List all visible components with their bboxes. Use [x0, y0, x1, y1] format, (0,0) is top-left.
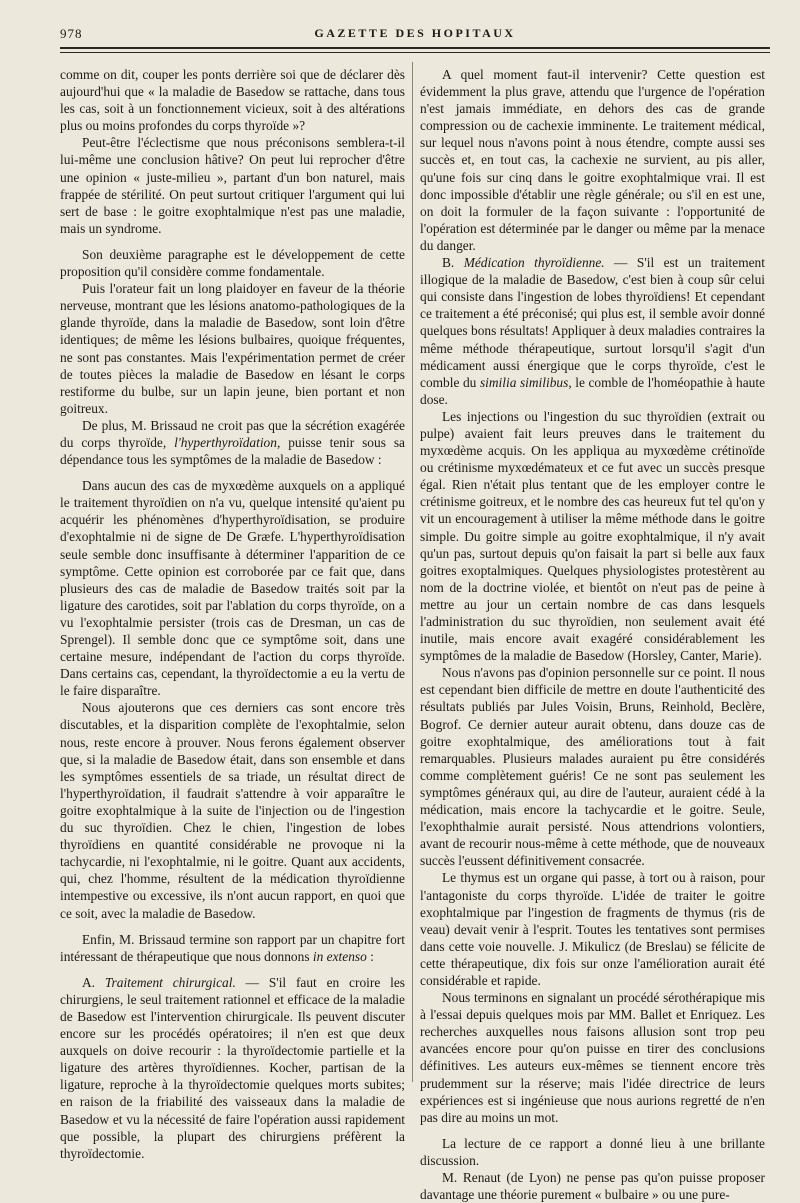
header-rule-thin [60, 52, 770, 53]
italic-term: l'hyperthyroïdation [174, 434, 277, 450]
paragraph: A quel moment faut-il intervenir? Cette question est évidemment la plus grave, attendu que l'urgence de l'opération n'est jamais immédiate, en dehors des cas de grande compression ou de cachexie imminente. Le traitement médical, sur lequel nous n'avons point à nous étendre, compte aussi ses succès et, en tout cas, la cachexie ne survient, au pis aller, qu'une fois sur cinq dans le goitre exophtalmique vrai. Il est donc impossible d'établir une règle générale; ou s'il en est une, on doit la formuler de la façon suivante : l'opportunité de l'opération est déterminée par le danger ou même par la menace du danger. [420, 67, 765, 253]
section-heading: Médication thyroïdienne. [463, 255, 605, 271]
right-column [420, 66, 765, 1203]
page-header [60, 26, 770, 48]
text-run: — S'il est un traitement illogique de la maladie de Basedow, c'est bien à coup sûr celui qui consiste dans l'ingestion de lobes thyroïdiens! Et cependant ce traitement a été préconisé; qui plus est, il semble avoir donné quelques bons résultats! Appliquer à deux maladies contraires la même méthode thérapeutique, surtout lorsqu'il s'agit d'un médicament aussi énergique que le corps thyroïde, c'est le comble du [420, 255, 765, 390]
paragraph: Nous terminons en signalant un procédé sérothérapique mis à l'essai depuis quelques mois par MM. Ballet et Enriquez. Les recherches auxquelles nous faisons allusion sont trop peu avancées encore pour qu'on puisse en tirer des conclusions définitives. Les auteurs eux-mêmes se tiennent encore très prudemment sur la réserve; mais l'idée directrice de leurs expériences est si ingénieuse que nous aurions regretté de n'en pas dire au moins un mot. [420, 990, 765, 1125]
header-rule-thick [60, 47, 770, 49]
paragraph [420, 254, 765, 408]
paragraph: Son deuxième paragraphe est le développement de cette proposition qu'il considère comme fondamentale. [60, 246, 405, 280]
paragraph: comme on dit, couper les ponts derrière soi que de déclarer dès aujourd'hui que « la maladie de Basedow se rattache, dans tous les cas, soit à un fonctionnement vicieux, soit à des altérations plus ou moins profondes du corps thyroïde »? [60, 67, 405, 134]
text-run: B. [442, 255, 464, 271]
paragraph: M. Renaut (de Lyon) ne pense pas qu'on puisse proposer davantage une théorie purement « bulbaire » ou une pure- [420, 1170, 765, 1203]
paragraph: Le thymus est un organe qui passe, à tort ou à raison, pour l'antagoniste du corps thyroïde. L'idée de traiter le goitre exophtalmique par l'ingestion de fragments de thymus (ris de veau) devait venir à l'esprit. Toutes les tentatives sont permises dans cette voie nouvelle. J. Mikulicz (de Breslau) se félicite de cette thérapeutique, dix fois sur onze l'amélioration aurait été considérable et rapide. [420, 870, 765, 988]
italic-term: similia similibus [479, 374, 569, 390]
text-run: , le comble de l'homéopathie à haute dose. [420, 374, 766, 407]
paragraph: Nous n'avons pas d'opinion personnelle sur ce point. Il nous est cependant bien difficile de mettre en doute l'authenticité des résultats publiés par Jules Voisin, Bruns, Reinhold, Beclère, Bogrof. Ce dernier auteur aurait obtenu, dans douze cas de goitre exophtalmique, des améliorations tout à fait remarquables. Plusieurs malades auraient pu être considérés comme complètement guéris! Ce ne sont pas seulement les symptômes généraux qui, au dire de l'auteur, auraient cédé à la médication, mais encore la tachycardie et le goitre. Seule, l'exophthalmie aurait persisté. Nous attendrions volontiers, avant de recourir nous-même à cette méthode, que de nouveaux succès l'eussent définitivement consacrée. [420, 665, 765, 869]
left-column [60, 66, 405, 1162]
paragraph [60, 974, 405, 1162]
paragraph: Peut-être l'éclectisme que nous préconisons semblera-t-il lui-même une conclusion hâtive? On peut lui reprocher d'être une opinion « juste-milieu », partant d'un bon naturel, mais frappée de stérilité. On peut surtout critiquer l'argument qui lui sert de base : le goitre exophtalmique n'est pas une maladie, mais un syndrome. [60, 135, 405, 236]
quoted-paragraph: Dans aucun des cas de myxœdème auxquels on a appliqué le traitement thyroïdien on n'a vu, quelque intensité qu'aient pu acquérir les phénomènes d'hyperthyroïdisation, se produire d'exophtalmie ni de signe de De Græfe. L'hyperthyroïdisation seule semble donc insuffisante à déterminer l'apparition de ce symptôme. Cette opinion est corroborée par ce fait que, dans plusieurs des cas de maladie de Basedow traités soit par la ligature des carotides, soit par l'ablation du corps thyroïde, on a vu l'exophtalmie persister (trois cas de Dresman, un cas de Sprengel). Il semble donc que ce symptôme soit, dans une certaine mesure, indépendant de l'action du corps thyroïde. Dans certains cas, cependant, la thyroïdectomie a eu la vertu de le faire disparaître. [60, 478, 405, 699]
page-number: 978 [60, 26, 83, 41]
paragraph: Puis l'orateur fait un long plaidoyer en faveur de la théorie nerveuse, montrant que les lésions anatomo-pathologiques de la glande thyroïde, dans la maladie de Basedow, sont loin d'être identiques; de même les lésions bulbaires, quoique fréquentes, ne sont pas constantes. Mais l'expérimentation permet de créer de toutes pièces la maladie de Basedow en lésant le corps restiforme du bulbe, sur un lapin jeune, bien portant et non goitreux. [60, 281, 405, 416]
text-run: De plus, M. Brissaud ne croit pas que la sécrétion exagérée du corps thyroïde, [60, 417, 405, 450]
text-run: — S'il faut en croire les chirurgiens, le seul traitement rationnel et efficace de la maladie de Basedow est l'intervention chirurgicale. Ils peuvent discuter encore sur les procédés opératoires; il n'en est que deux auxquels on doive recourir : la thyroïdectomie partielle et la ligature des artères thyroïdiennes. Kocher, partisan de la ligature, reproche à la thyroïdectomie quelques morts subites; en raison de la friabilité des vaisseaux dans la maladie de Basedow et vu la nécessité de faire l'opération aussi rapidement que possible, la plupart des chirurgiens préfèrent la thyroïdectomie. [60, 974, 405, 1161]
paragraph [60, 417, 405, 468]
running-title: GAZETTE DES HOPITAUX [314, 26, 516, 40]
section-heading: Traitement chirurgical. [104, 974, 236, 990]
column-divider [412, 62, 413, 1082]
text-run: A. [82, 974, 105, 990]
paragraph: Les injections ou l'ingestion du suc thyroïdien (extrait ou pulpe) avaient fait leurs preuves dans le traitement du myxœdème acquis. On les appliqua au myxœdème crétinoïde ou crétinisme myxœdémateux et ce fut avec un succès presque égal. Rien n'était plus tentant que de les employer contre le crétinisme goitreux, et le nombre des cas heureux fut tel qu'on y vit un encouragement à utiliser la même méthode dans le goitre simple. Du goitre simple au goitre exophtalmique, il n'y avait qu'un pas, surtout depuis qu'on faisait la part si belle aux faux goitres exoptalmiques. Quelques physiologistes protestèrent au nom de la doctrine violée, et bientôt on n'eut pas de peine à mettre au jour un certain nombre de cas dans lesquels l'administration du suc thyroïdien, non seulement avait été inutile, mais encore avait exagéré considérablement les symptômes de la maladie de Basedow (Horsley, Canter, Marie). [420, 408, 765, 664]
text-run: Enfin, M. Brissaud termine son rapport par un chapitre fort intéressant de thérapeutique que nous donnons [60, 931, 405, 964]
text-run: : [366, 948, 374, 964]
paragraph: La lecture de ce rapport a donné lieu à une brillante discussion. [420, 1135, 765, 1168]
paragraph [60, 931, 405, 965]
text-run: , puisse tenir sous sa dépendance tous les symptômes de la maladie de Basedow : [60, 434, 405, 468]
paragraph: Nous ajouterons que ces derniers cas sont encore très discutables, et la disparition complète de l'exophtalmie, selon nous, reste encore à prouver. Nous ferons également observer que, si la maladie de Basedow était, dans son ensemble et dans les symptômes essentiels de sa triade, un résultat direct de l'hyperthyroïdation, il faudrait s'attendre à voir apparaître le goitre exophtalmique à la suite de l'injection ou de l'ingestion du suc thyroïdien. Chez le chien, l'ingestion de lobes thyroïdiens en quantité considérable ne provoque ni la tachycardie, ni l'exophtalmie, ni le goitre. Quant aux accidents, qui, chez l'homme, résultent de la médication thyroïdienne intempestive ou excessive, ils n'ont aucun rapport, en quoi que ce soit, avec la maladie de Basedow. [60, 700, 405, 921]
italic-term: in extenso [312, 948, 367, 964]
